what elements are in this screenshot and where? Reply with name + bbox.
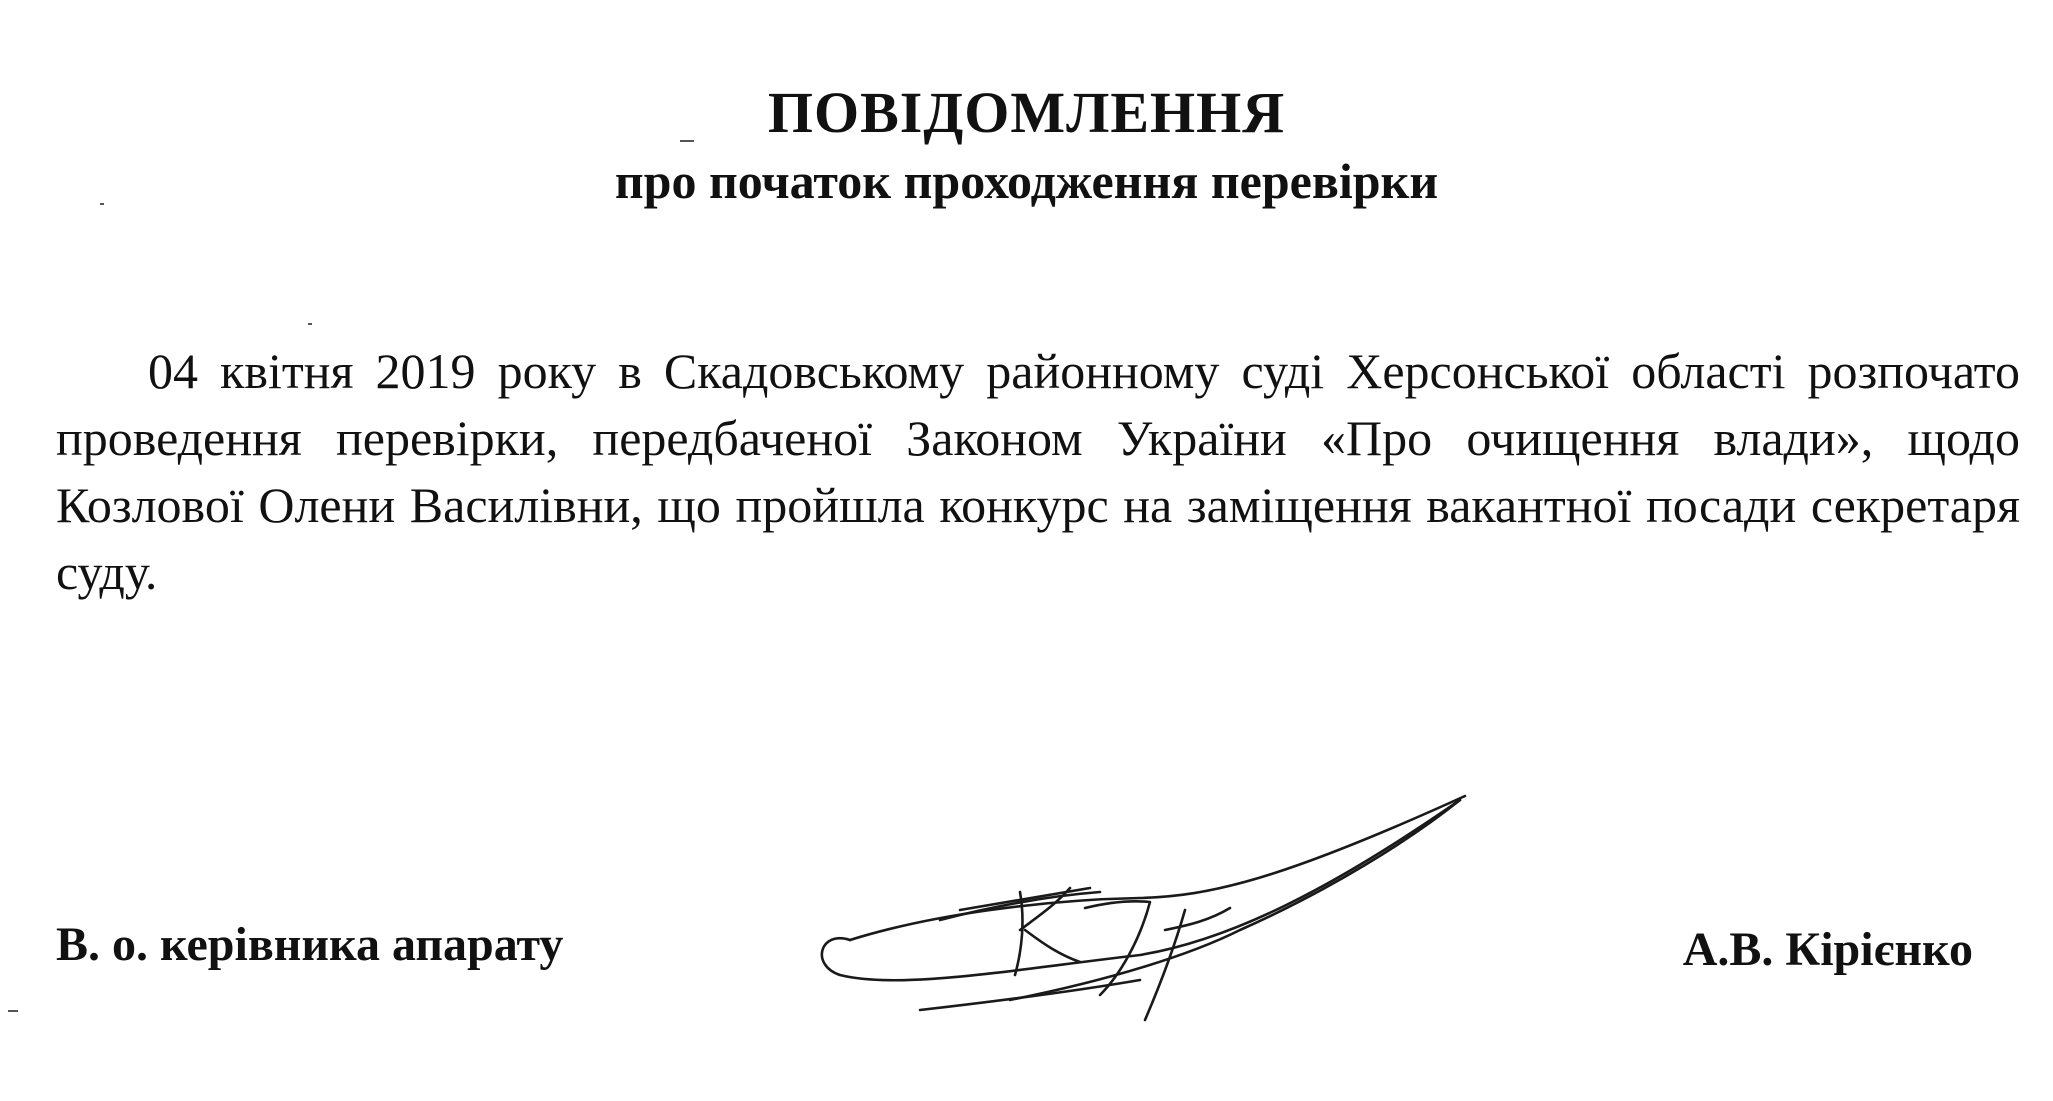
scan-speck xyxy=(308,323,312,325)
document-subtitle: про початок проходження перевірки xyxy=(614,153,1439,209)
signatory-title: В. о. керівника апарату xyxy=(56,918,564,971)
handwritten-signature xyxy=(810,780,1490,1030)
body-paragraph: 04 квітня 2019 року в Скадовському районному суді Херсонської області розпочато проведення перевірки, передбаченої Законом України «Про очищення влади», щодо Козлової Олени Василівни, що пройшла конкурс на заміщення вакантної посади секретаря суду. xyxy=(56,343,2020,600)
signatory-name: А.В. Кірієнко xyxy=(1682,923,1973,976)
scan-speck xyxy=(8,1010,18,1012)
scan-speck xyxy=(680,140,694,142)
document-title: ПОВІДОМЛЕННЯ xyxy=(767,80,1286,145)
scan-speck xyxy=(100,203,104,205)
